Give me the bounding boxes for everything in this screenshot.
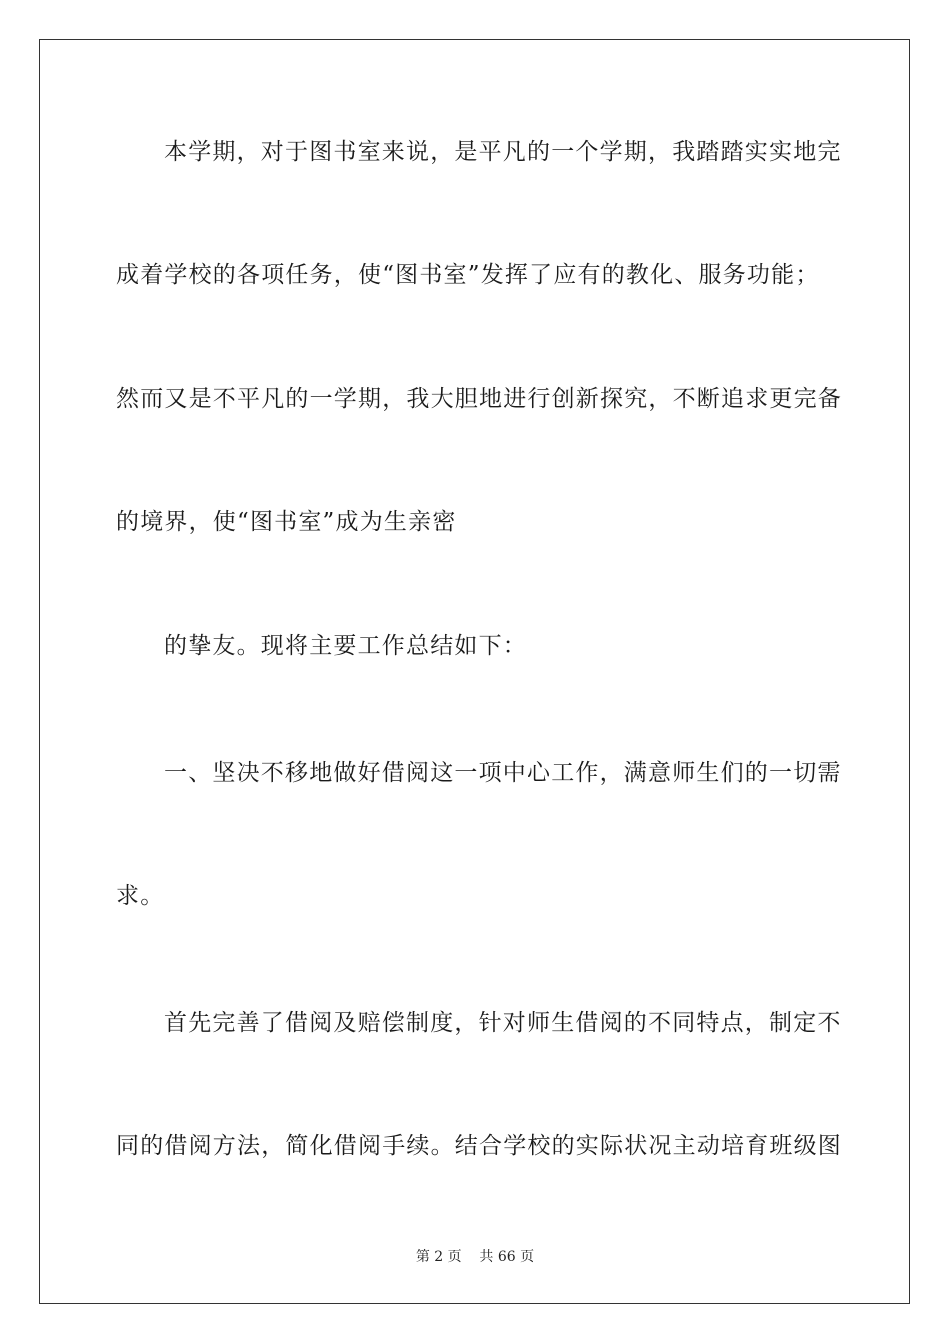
paragraph-line: 首先完善了借阅及赔偿制度，针对师生借阅的不同特点，制定不 bbox=[164, 1010, 842, 1036]
page-number-footer: 第 2 页 共 66 页 bbox=[415, 1249, 535, 1265]
paragraph-line: 的挚友。现将主要工作总结如下： bbox=[164, 633, 527, 659]
paragraph-line: 然而又是不平凡的一学期，我大胆地进行创新探究，不断追求更完备 bbox=[116, 386, 842, 412]
paragraph-line: 成着学校的各项任务，使“图书室”发挥了应有的教化、服务功能； bbox=[116, 262, 820, 288]
paragraph-line: 同的借阅方法，简化借阅手续。结合学校的实际状况主动培育班级图 bbox=[116, 1133, 842, 1159]
paragraph-line: 一、坚决不移地做好借阅这一项中心工作，满意师生们的一切需 bbox=[164, 760, 842, 786]
page-border bbox=[39, 39, 910, 1304]
paragraph-line: 求。 bbox=[116, 883, 165, 909]
paragraph-line: 的境界，使“图书室”成为生亲密 bbox=[116, 509, 457, 535]
paragraph-line: 本学期，对于图书室来说，是平凡的一个学期，我踏踏实实地完 bbox=[164, 139, 842, 165]
